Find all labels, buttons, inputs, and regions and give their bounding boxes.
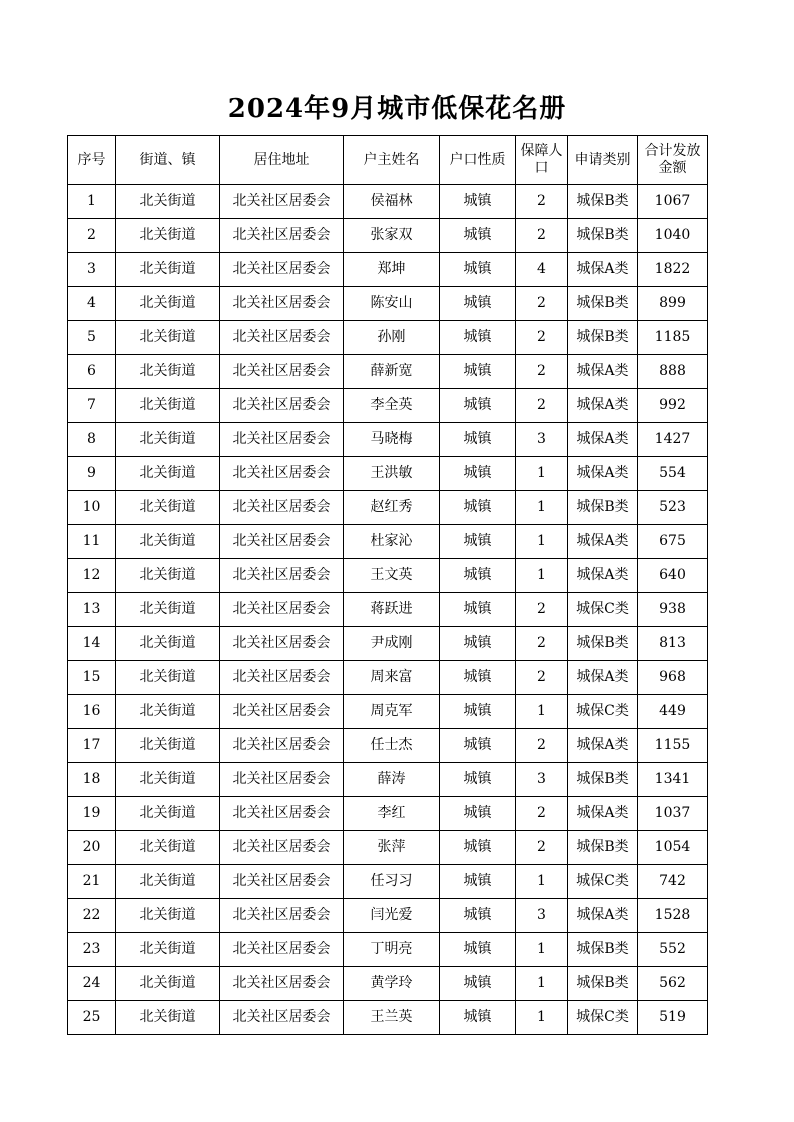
cell-category: 城保A类 xyxy=(568,423,638,457)
table-row xyxy=(68,525,708,559)
cell-category: 城保A类 xyxy=(568,355,638,389)
cell-total-amount: 1822 xyxy=(638,253,708,287)
cell-total-amount: 449 xyxy=(638,695,708,729)
cell-street: 北关街道 xyxy=(116,219,220,253)
cell-category: 城保B类 xyxy=(568,491,638,525)
cell-total-amount: 552 xyxy=(638,933,708,967)
cell-covered-people: 2 xyxy=(516,185,568,219)
header-row xyxy=(68,136,708,185)
cell-householder: 王兰英 xyxy=(344,1001,440,1035)
cell-covered-people: 3 xyxy=(516,899,568,933)
cell-street: 北关街道 xyxy=(116,253,220,287)
cell-householder: 杜家沁 xyxy=(344,525,440,559)
table-row xyxy=(68,423,708,457)
header-covered-people: 保障人口 xyxy=(516,136,568,185)
cell-index: 3 xyxy=(68,253,116,287)
cell-total-amount: 1185 xyxy=(638,321,708,355)
page-title: 2024年9月城市低保花名册 xyxy=(227,94,567,124)
cell-category: 城保C类 xyxy=(568,1001,638,1035)
cell-total-amount: 1067 xyxy=(638,185,708,219)
cell-hukou-type: 城镇 xyxy=(440,763,516,797)
cell-householder: 薛涛 xyxy=(344,763,440,797)
cell-total-amount: 675 xyxy=(638,525,708,559)
cell-index: 25 xyxy=(68,1001,116,1035)
cell-index: 20 xyxy=(68,831,116,865)
cell-category: 城保B类 xyxy=(568,185,638,219)
cell-address: 北关社区居委会 xyxy=(220,967,344,1001)
cell-street: 北关街道 xyxy=(116,831,220,865)
table-row xyxy=(68,933,708,967)
cell-total-amount: 1528 xyxy=(638,899,708,933)
cell-address: 北关社区居委会 xyxy=(220,831,344,865)
cell-category: 城保C类 xyxy=(568,865,638,899)
cell-category: 城保A类 xyxy=(568,559,638,593)
cell-total-amount: 1341 xyxy=(638,763,708,797)
cell-address: 北关社区居委会 xyxy=(220,559,344,593)
cell-address: 北关社区居委会 xyxy=(220,865,344,899)
cell-address: 北关社区居委会 xyxy=(220,1001,344,1035)
cell-householder: 周来富 xyxy=(344,661,440,695)
cell-covered-people: 1 xyxy=(516,559,568,593)
cell-householder: 李全英 xyxy=(344,389,440,423)
table-row xyxy=(68,865,708,899)
cell-index: 13 xyxy=(68,593,116,627)
cell-category: 城保A类 xyxy=(568,457,638,491)
table-row xyxy=(68,797,708,831)
table-row xyxy=(68,491,708,525)
header-street: 街道、镇 xyxy=(116,136,220,185)
table-row xyxy=(68,1001,708,1035)
cell-householder: 张萍 xyxy=(344,831,440,865)
cell-hukou-type: 城镇 xyxy=(440,185,516,219)
cell-address: 北关社区居委会 xyxy=(220,491,344,525)
cell-covered-people: 2 xyxy=(516,729,568,763)
cell-category: 城保A类 xyxy=(568,797,638,831)
cell-index: 16 xyxy=(68,695,116,729)
cell-householder: 丁明亮 xyxy=(344,933,440,967)
header-category: 申请类别 xyxy=(568,136,638,185)
cell-street: 北关街道 xyxy=(116,967,220,1001)
table-row xyxy=(68,661,708,695)
cell-householder: 陈安山 xyxy=(344,287,440,321)
cell-street: 北关街道 xyxy=(116,865,220,899)
cell-total-amount: 888 xyxy=(638,355,708,389)
cell-total-amount: 1040 xyxy=(638,219,708,253)
cell-householder: 王洪敏 xyxy=(344,457,440,491)
cell-index: 7 xyxy=(68,389,116,423)
cell-index: 9 xyxy=(68,457,116,491)
cell-index: 4 xyxy=(68,287,116,321)
cell-total-amount: 899 xyxy=(638,287,708,321)
cell-hukou-type: 城镇 xyxy=(440,559,516,593)
table-row xyxy=(68,287,708,321)
table-row xyxy=(68,253,708,287)
header-address: 居住地址 xyxy=(220,136,344,185)
cell-total-amount: 938 xyxy=(638,593,708,627)
cell-total-amount: 562 xyxy=(638,967,708,1001)
cell-street: 北关街道 xyxy=(116,899,220,933)
cell-category: 城保B类 xyxy=(568,287,638,321)
cell-address: 北关社区居委会 xyxy=(220,593,344,627)
cell-street: 北关街道 xyxy=(116,321,220,355)
cell-category: 城保B类 xyxy=(568,321,638,355)
cell-address: 北关社区居委会 xyxy=(220,389,344,423)
cell-hukou-type: 城镇 xyxy=(440,593,516,627)
cell-covered-people: 2 xyxy=(516,831,568,865)
cell-index: 21 xyxy=(68,865,116,899)
cell-street: 北关街道 xyxy=(116,423,220,457)
cell-hukou-type: 城镇 xyxy=(440,729,516,763)
cell-index: 14 xyxy=(68,627,116,661)
cell-index: 23 xyxy=(68,933,116,967)
cell-total-amount: 640 xyxy=(638,559,708,593)
cell-index: 1 xyxy=(68,185,116,219)
cell-covered-people: 2 xyxy=(516,593,568,627)
cell-index: 24 xyxy=(68,967,116,1001)
cell-hukou-type: 城镇 xyxy=(440,967,516,1001)
cell-street: 北关街道 xyxy=(116,593,220,627)
cell-street: 北关街道 xyxy=(116,185,220,219)
cell-householder: 周克军 xyxy=(344,695,440,729)
cell-index: 6 xyxy=(68,355,116,389)
cell-category: 城保A类 xyxy=(568,661,638,695)
cell-street: 北关街道 xyxy=(116,933,220,967)
cell-address: 北关社区居委会 xyxy=(220,661,344,695)
cell-street: 北关街道 xyxy=(116,763,220,797)
cell-covered-people: 2 xyxy=(516,355,568,389)
cell-householder: 任士杰 xyxy=(344,729,440,763)
cell-hukou-type: 城镇 xyxy=(440,1001,516,1035)
cell-householder: 赵红秀 xyxy=(344,491,440,525)
cell-covered-people: 1 xyxy=(516,695,568,729)
cell-householder: 闫光爱 xyxy=(344,899,440,933)
cell-total-amount: 968 xyxy=(638,661,708,695)
cell-householder: 薛新宽 xyxy=(344,355,440,389)
table-row xyxy=(68,389,708,423)
cell-covered-people: 1 xyxy=(516,457,568,491)
cell-category: 城保B类 xyxy=(568,627,638,661)
cell-category: 城保B类 xyxy=(568,219,638,253)
table-row xyxy=(68,457,708,491)
cell-covered-people: 2 xyxy=(516,797,568,831)
cell-hukou-type: 城镇 xyxy=(440,627,516,661)
cell-hukou-type: 城镇 xyxy=(440,321,516,355)
header-hukou-type: 户口性质 xyxy=(440,136,516,185)
cell-householder: 孙刚 xyxy=(344,321,440,355)
cell-street: 北关街道 xyxy=(116,491,220,525)
cell-address: 北关社区居委会 xyxy=(220,355,344,389)
cell-street: 北关街道 xyxy=(116,287,220,321)
cell-hukou-type: 城镇 xyxy=(440,253,516,287)
table-row xyxy=(68,355,708,389)
cell-householder: 李红 xyxy=(344,797,440,831)
cell-householder: 黄学玲 xyxy=(344,967,440,1001)
table-row xyxy=(68,185,708,219)
cell-covered-people: 1 xyxy=(516,1001,568,1035)
cell-total-amount: 523 xyxy=(638,491,708,525)
cell-covered-people: 2 xyxy=(516,321,568,355)
table-row xyxy=(68,219,708,253)
cell-street: 北关街道 xyxy=(116,627,220,661)
cell-category: 城保A类 xyxy=(568,729,638,763)
header-index: 序号 xyxy=(68,136,116,185)
cell-category: 城保B类 xyxy=(568,831,638,865)
cell-hukou-type: 城镇 xyxy=(440,899,516,933)
cell-address: 北关社区居委会 xyxy=(220,287,344,321)
cell-hukou-type: 城镇 xyxy=(440,661,516,695)
cell-covered-people: 3 xyxy=(516,423,568,457)
roster-body xyxy=(68,185,708,1035)
header-householder: 户主姓名 xyxy=(344,136,440,185)
cell-total-amount: 992 xyxy=(638,389,708,423)
cell-hukou-type: 城镇 xyxy=(440,457,516,491)
cell-street: 北关街道 xyxy=(116,389,220,423)
cell-hukou-type: 城镇 xyxy=(440,355,516,389)
cell-category: 城保A类 xyxy=(568,899,638,933)
cell-index: 17 xyxy=(68,729,116,763)
cell-householder: 马晓梅 xyxy=(344,423,440,457)
cell-covered-people: 1 xyxy=(516,865,568,899)
cell-householder: 尹成刚 xyxy=(344,627,440,661)
cell-street: 北关街道 xyxy=(116,1001,220,1035)
table-row xyxy=(68,695,708,729)
cell-hukou-type: 城镇 xyxy=(440,219,516,253)
cell-householder: 张家双 xyxy=(344,219,440,253)
cell-householder: 郑坤 xyxy=(344,253,440,287)
table-row xyxy=(68,899,708,933)
cell-covered-people: 2 xyxy=(516,287,568,321)
cell-covered-people: 1 xyxy=(516,967,568,1001)
cell-address: 北关社区居委会 xyxy=(220,899,344,933)
cell-address: 北关社区居委会 xyxy=(220,763,344,797)
table-row xyxy=(68,321,708,355)
cell-covered-people: 2 xyxy=(516,627,568,661)
table-row xyxy=(68,559,708,593)
cell-street: 北关街道 xyxy=(116,457,220,491)
cell-street: 北关街道 xyxy=(116,797,220,831)
cell-address: 北关社区居委会 xyxy=(220,797,344,831)
cell-covered-people: 4 xyxy=(516,253,568,287)
header-total-amount: 合计发放金额 xyxy=(638,136,708,185)
cell-index: 5 xyxy=(68,321,116,355)
cell-total-amount: 1427 xyxy=(638,423,708,457)
cell-address: 北关社区居委会 xyxy=(220,627,344,661)
cell-hukou-type: 城镇 xyxy=(440,695,516,729)
cell-total-amount: 1155 xyxy=(638,729,708,763)
cell-covered-people: 3 xyxy=(516,763,568,797)
table-row xyxy=(68,967,708,1001)
table-row xyxy=(68,627,708,661)
cell-total-amount: 554 xyxy=(638,457,708,491)
cell-category: 城保C类 xyxy=(568,695,638,729)
cell-category: 城保B类 xyxy=(568,967,638,1001)
cell-category: 城保B类 xyxy=(568,933,638,967)
cell-hukou-type: 城镇 xyxy=(440,389,516,423)
cell-hukou-type: 城镇 xyxy=(440,423,516,457)
table-row xyxy=(68,831,708,865)
cell-category: 城保A类 xyxy=(568,525,638,559)
table-row xyxy=(68,729,708,763)
cell-address: 北关社区居委会 xyxy=(220,457,344,491)
cell-index: 8 xyxy=(68,423,116,457)
cell-index: 18 xyxy=(68,763,116,797)
cell-street: 北关街道 xyxy=(116,355,220,389)
cell-address: 北关社区居委会 xyxy=(220,185,344,219)
cell-householder: 侯福林 xyxy=(344,185,440,219)
cell-hukou-type: 城镇 xyxy=(440,287,516,321)
table-row xyxy=(68,763,708,797)
cell-category: 城保A类 xyxy=(568,253,638,287)
cell-category: 城保A类 xyxy=(568,389,638,423)
cell-index: 10 xyxy=(68,491,116,525)
cell-street: 北关街道 xyxy=(116,559,220,593)
cell-covered-people: 1 xyxy=(516,933,568,967)
cell-address: 北关社区居委会 xyxy=(220,933,344,967)
cell-total-amount: 813 xyxy=(638,627,708,661)
cell-address: 北关社区居委会 xyxy=(220,525,344,559)
cell-hukou-type: 城镇 xyxy=(440,933,516,967)
cell-covered-people: 1 xyxy=(516,491,568,525)
cell-hukou-type: 城镇 xyxy=(440,491,516,525)
cell-total-amount: 742 xyxy=(638,865,708,899)
cell-address: 北关社区居委会 xyxy=(220,729,344,763)
cell-covered-people: 2 xyxy=(516,219,568,253)
cell-index: 2 xyxy=(68,219,116,253)
cell-householder: 蒋跃进 xyxy=(344,593,440,627)
cell-covered-people: 2 xyxy=(516,661,568,695)
cell-index: 12 xyxy=(68,559,116,593)
cell-category: 城保C类 xyxy=(568,593,638,627)
cell-hukou-type: 城镇 xyxy=(440,525,516,559)
cell-street: 北关街道 xyxy=(116,525,220,559)
roster-table xyxy=(67,135,708,1035)
cell-total-amount: 1054 xyxy=(638,831,708,865)
cell-total-amount: 519 xyxy=(638,1001,708,1035)
cell-index: 19 xyxy=(68,797,116,831)
cell-covered-people: 2 xyxy=(516,389,568,423)
cell-street: 北关街道 xyxy=(116,729,220,763)
cell-address: 北关社区居委会 xyxy=(220,321,344,355)
cell-householder: 王文英 xyxy=(344,559,440,593)
cell-householder: 任习习 xyxy=(344,865,440,899)
cell-index: 22 xyxy=(68,899,116,933)
table-row xyxy=(68,593,708,627)
cell-index: 15 xyxy=(68,661,116,695)
cell-total-amount: 1037 xyxy=(638,797,708,831)
cell-address: 北关社区居委会 xyxy=(220,253,344,287)
cell-category: 城保B类 xyxy=(568,763,638,797)
cell-index: 11 xyxy=(68,525,116,559)
cell-hukou-type: 城镇 xyxy=(440,797,516,831)
cell-hukou-type: 城镇 xyxy=(440,831,516,865)
cell-street: 北关街道 xyxy=(116,695,220,729)
cell-covered-people: 1 xyxy=(516,525,568,559)
cell-address: 北关社区居委会 xyxy=(220,695,344,729)
cell-hukou-type: 城镇 xyxy=(440,865,516,899)
cell-address: 北关社区居委会 xyxy=(220,219,344,253)
cell-street: 北关街道 xyxy=(116,661,220,695)
cell-address: 北关社区居委会 xyxy=(220,423,344,457)
